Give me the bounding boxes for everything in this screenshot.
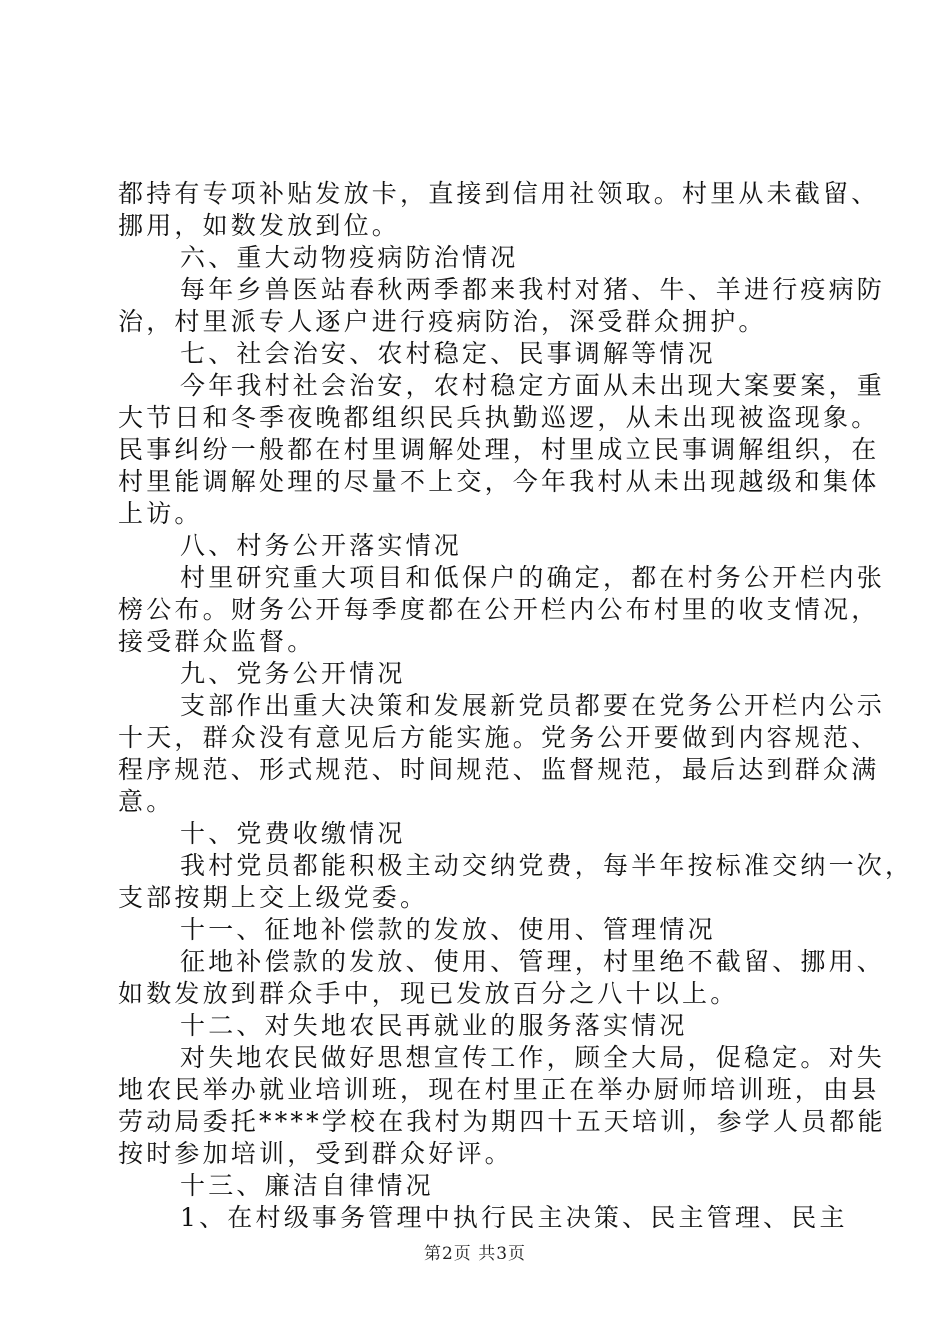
body-line: 征地补偿款的发放、使用、管理，村里绝不截留、挪用、 bbox=[180, 947, 886, 976]
body-line: 我村党员都能积极主动交纳党费，每半年按标准交纳一次， bbox=[180, 851, 914, 880]
body-line: 今年我村社会治安，农村稳定方面从未出现大案要案，重 bbox=[180, 371, 886, 400]
body-line: 都持有专项补贴发放卡，直接到信用社领取。村里从未截留、 bbox=[118, 179, 880, 208]
body-line: 民事纠纷一般都在村里调解处理，村里成立民事调解组织，在 bbox=[118, 435, 880, 464]
body-line: 治，村里派专人逐户进行疫病防治，深受群众拥护。 bbox=[118, 307, 767, 336]
section-heading-11: 十一、征地补偿款的发放、使用、管理情况 bbox=[180, 915, 716, 944]
section-heading-13: 十三、廉洁自律情况 bbox=[180, 1171, 434, 1200]
body-line: 支部按期上交上级党委。 bbox=[118, 883, 429, 912]
body-line: 按时参加培训，受到群众好评。 bbox=[118, 1139, 513, 1168]
body-line: 程序规范、形式规范、时间规范、监督规范，最后达到群众满 bbox=[118, 755, 880, 784]
body-line: 榜公布。财务公开每季度都在公开栏内公布村里的收支情况， bbox=[118, 595, 880, 624]
body-line: 每年乡兽医站春秋两季都来我村对猪、牛、羊进行疫病防 bbox=[180, 275, 886, 304]
section-heading-10: 十、党费收缴情况 bbox=[180, 819, 406, 848]
body-line: 支部作出重大决策和发展新党员都要在党务公开栏内公示 bbox=[180, 691, 886, 720]
page-footer: 第2页 共3页 bbox=[423, 1244, 527, 1264]
body-line: 如数发放到群众手中，现已发放百分之八十以上。 bbox=[118, 979, 739, 1008]
section-heading-8: 八、村务公开落实情况 bbox=[180, 531, 463, 560]
section-heading-7: 七、社会治安、农村稳定、民事调解等情况 bbox=[180, 339, 716, 368]
body-line: 劳动局委托****学校在我村为期四十五天培训，参学人员都能 bbox=[118, 1107, 886, 1136]
body-line: 对失地农民做好思想宣传工作，顾全大局，促稳定。对失 bbox=[180, 1043, 886, 1072]
body-line: 村里能调解处理的尽量不上交，今年我村从未出现越级和集体 bbox=[118, 467, 880, 496]
body-line: 挪用，如数发放到位。 bbox=[118, 211, 401, 240]
body-line: 1、在村级事务管理中执行民主决策、民主管理、民主 bbox=[180, 1203, 848, 1232]
body-line: 接受群众监督。 bbox=[118, 627, 316, 656]
body-line: 十天，群众没有意见后方能实施。党务公开要做到内容规范、 bbox=[118, 723, 880, 752]
body-line: 村里研究重大项目和低保户的确定，都在村务公开栏内张 bbox=[180, 563, 886, 592]
section-heading-12: 十二、对失地农民再就业的服务落实情况 bbox=[180, 1011, 688, 1040]
body-line: 上访。 bbox=[118, 499, 203, 528]
section-heading-9: 九、党务公开情况 bbox=[180, 659, 406, 688]
body-line: 大节日和冬季夜晚都组织民兵执勤巡逻，从未出现被盗现象。 bbox=[118, 403, 880, 432]
body-line: 地农民举办就业培训班，现在村里正在举办厨师培训班，由县 bbox=[118, 1075, 880, 1104]
body-line: 意。 bbox=[118, 787, 175, 816]
section-heading-6: 六、重大动物疫病防治情况 bbox=[180, 243, 519, 272]
